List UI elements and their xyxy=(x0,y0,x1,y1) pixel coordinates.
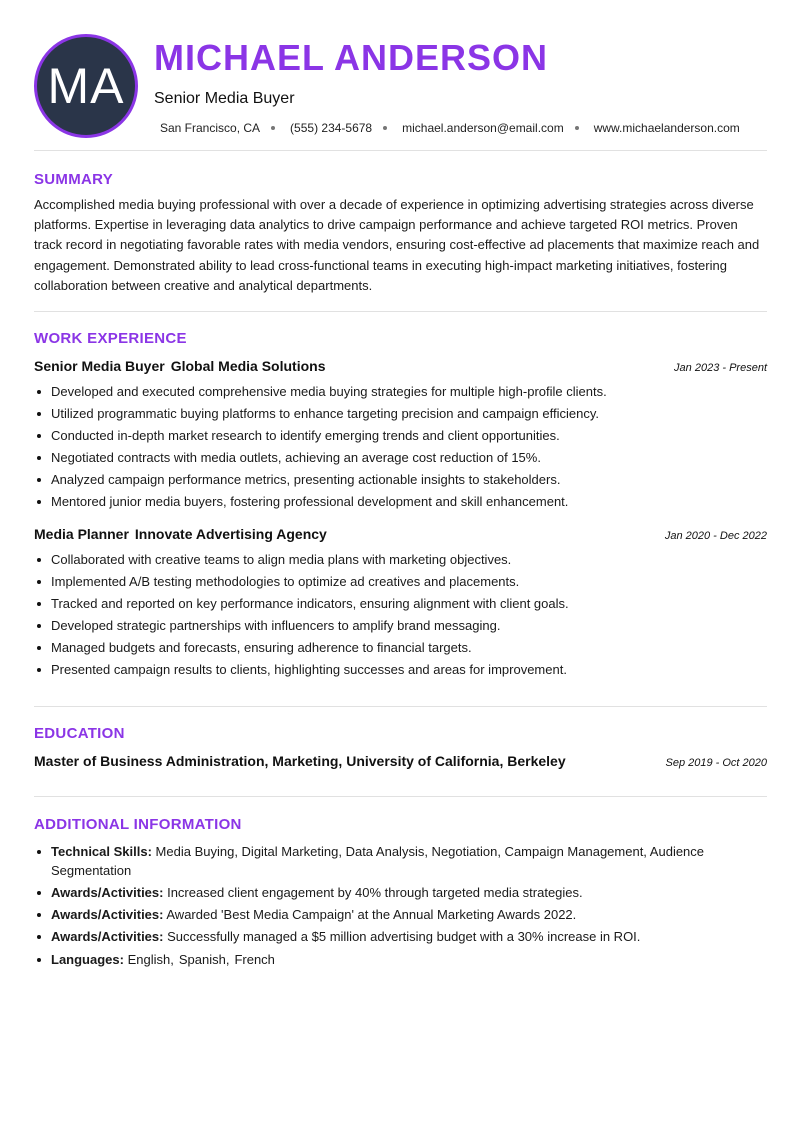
item-text: Media Buying, Digital Marketing, Data Analysis, Negotiation, Campaign Management, Audience Segmentation xyxy=(51,844,705,878)
item-label: Technical Skills: xyxy=(51,844,152,859)
list-item: Presented campaign results to clients, highlighting successes and areas for improvement. xyxy=(34,659,767,681)
education-entry xyxy=(34,753,767,769)
item-text: Successfully managed a $5 million advertising budget with a 30% increase in ROI. xyxy=(167,929,641,944)
list-item: Negotiated contracts with media outlets, achieving an average cost reduction of 15%. xyxy=(34,447,767,469)
list-item: Developed strategic partnerships with influencers to amplify brand messaging. xyxy=(34,615,767,637)
email-link[interactable]: michael.anderson@email.com xyxy=(402,121,564,135)
separator-dot xyxy=(271,126,275,130)
item-label: Languages: xyxy=(51,952,124,967)
phone-text: (555) 234-5678 xyxy=(290,121,373,135)
job-bullets xyxy=(34,381,767,513)
language: French xyxy=(234,952,275,967)
job-title xyxy=(34,358,326,374)
job-position: Media Planner xyxy=(34,526,129,542)
job-date: Jan 2020 - Dec 2022 xyxy=(664,530,767,542)
contact-location xyxy=(160,121,290,135)
candidate-name: MICHAEL ANDERSON xyxy=(154,37,549,78)
list-item: Utilized programmatic buying platforms to enhance targeting precision and campaign efficiency. xyxy=(34,403,767,425)
job-date: Jan 2023 - Present xyxy=(674,362,767,374)
separator-dot xyxy=(383,126,387,130)
job-header xyxy=(34,358,767,374)
additional-heading: ADDITIONAL INFORMATION xyxy=(34,816,242,833)
list-item: Tracked and reported on key performance indicators, ensuring alignment with client goals. xyxy=(34,593,767,615)
summary-heading: SUMMARY xyxy=(34,171,114,188)
list-item: Managed budgets and forecasts, ensuring adherence to financial targets. xyxy=(34,637,767,659)
summary-text: Accomplished media buying professional with over a decade of experience in optimizing advertising strategies across diverse platforms. Expertise in leveraging data analytics to drive campaign performance and achieve targeted ROI metrics. Proven track record in negotiating favorable rates with media vendors, ensuring cost-effective ad placements that maximize reach and engagement. Demonstrated ability to lead cross-functional teams in executing high-impact marketing initiatives, fostering collaboration between creative and analytical departments. xyxy=(34,197,760,293)
separator-dot xyxy=(575,126,579,130)
additional-list xyxy=(34,842,767,972)
language: English, xyxy=(127,952,174,967)
education-heading: EDUCATION xyxy=(34,725,125,742)
list-item: Implemented A/B testing methodologies to optimize ad creatives and placements. xyxy=(34,571,767,593)
item-label: Awards/Activities: xyxy=(51,929,164,944)
language: Spanish, xyxy=(178,952,230,967)
section-divider xyxy=(34,311,767,312)
list-item: Mentored junior media buyers, fostering professional development and skill enhancement. xyxy=(34,491,767,513)
list-item xyxy=(34,842,767,880)
contact-email[interactable] xyxy=(402,121,594,135)
section-divider xyxy=(34,706,767,707)
list-item: Analyzed campaign performance metrics, presenting actionable insights to stakeholders. xyxy=(34,469,767,491)
list-item: Conducted in-depth market research to identify emerging trends and client opportunities. xyxy=(34,425,767,447)
contact-info xyxy=(160,121,740,135)
section-divider xyxy=(34,150,767,151)
list-item: Developed and executed comprehensive media buying strategies for multiple high-profile clients. xyxy=(34,381,767,403)
list-item-languages xyxy=(34,950,767,969)
job-company: Global Media Solutions xyxy=(170,358,326,374)
list-item xyxy=(34,905,767,924)
section-divider xyxy=(34,796,767,797)
education-degree: Master of Business Administration, Marketing, University of California, Berkeley xyxy=(34,753,566,769)
item-label: Awards/Activities: xyxy=(51,885,164,900)
website-link[interactable]: www.michaelanderson.com xyxy=(593,121,740,135)
item-text: Increased client engagement by 40% through targeted media strategies. xyxy=(167,885,583,900)
contact-website[interactable] xyxy=(594,121,740,135)
experience-heading: WORK EXPERIENCE xyxy=(34,330,187,347)
job-bullets xyxy=(34,549,767,681)
avatar-initials: MA xyxy=(47,58,125,114)
list-item xyxy=(34,927,767,946)
contact-phone xyxy=(290,121,402,135)
avatar xyxy=(34,34,138,138)
item-label: Awards/Activities: xyxy=(51,907,164,922)
job-position: Senior Media Buyer xyxy=(34,358,165,374)
education-date: Sep 2019 - Oct 2020 xyxy=(665,757,767,769)
job-company: Innovate Advertising Agency xyxy=(134,526,327,542)
resume-header xyxy=(34,34,767,138)
list-item xyxy=(34,883,767,902)
location-text: San Francisco, CA xyxy=(160,121,261,135)
list-item: Collaborated with creative teams to align media plans with marketing objectives. xyxy=(34,549,767,571)
candidate-role: Senior Media Buyer xyxy=(154,90,295,107)
job-title xyxy=(34,526,327,542)
job-header xyxy=(34,526,767,542)
item-text: Awarded 'Best Media Campaign' at the Annual Marketing Awards 2022. xyxy=(166,907,577,922)
